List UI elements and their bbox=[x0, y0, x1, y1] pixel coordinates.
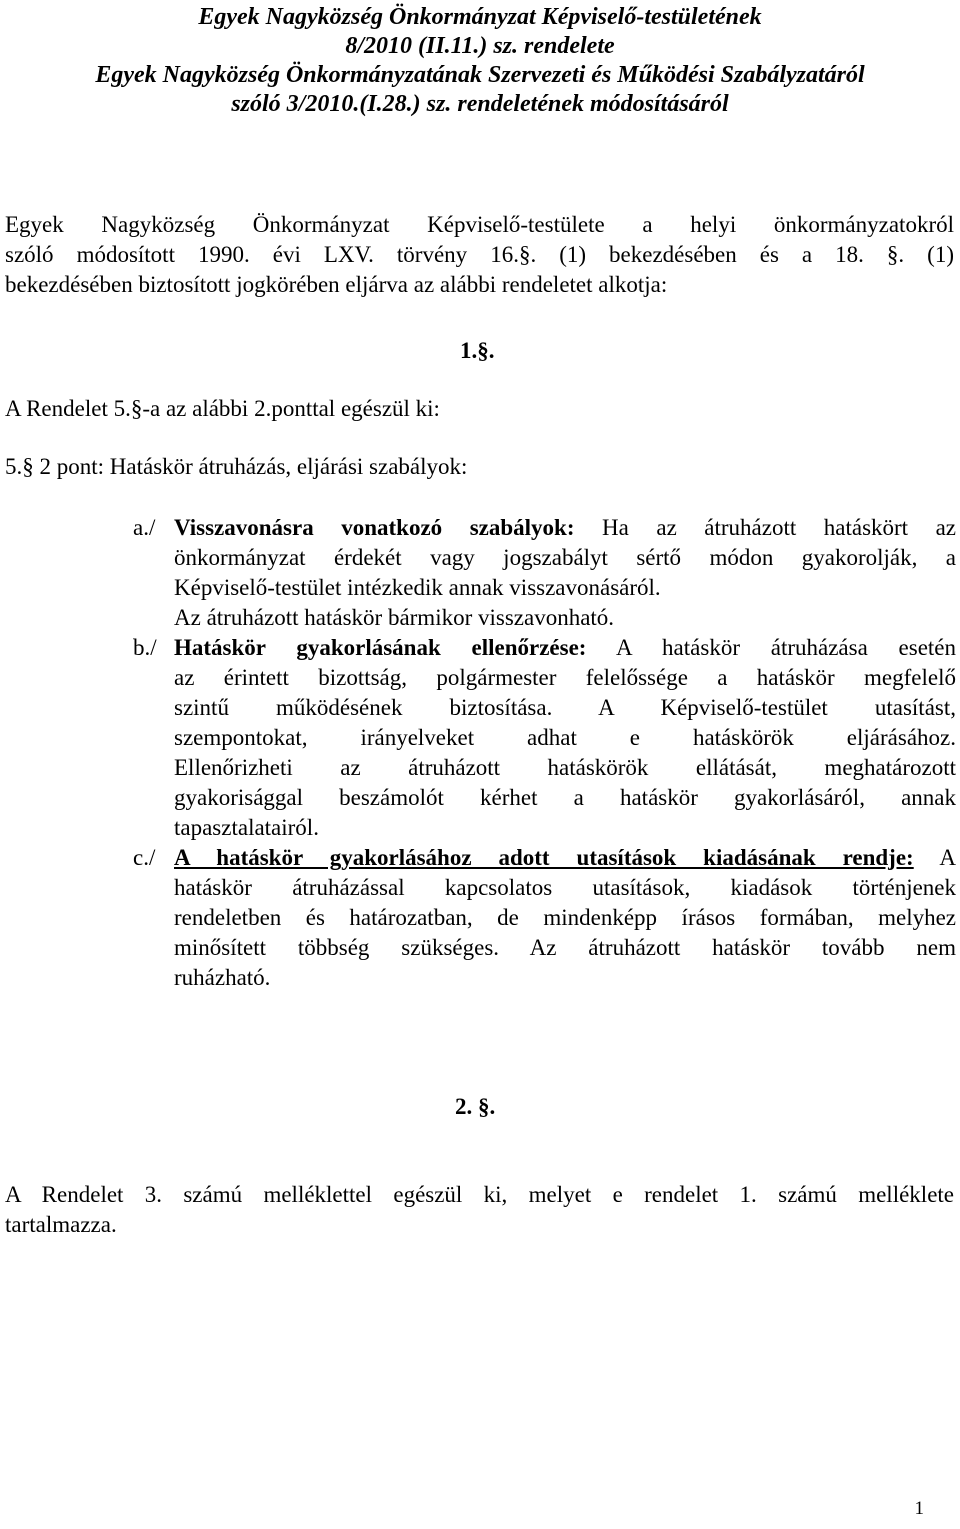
rule-item-c bbox=[133, 843, 956, 993]
title-line-2: 8/2010 (II.11.) sz. rendelete bbox=[345, 33, 615, 59]
rule-text-line: Az átruházott hatáskör bármikor visszavonható. bbox=[174, 605, 615, 630]
rule-text-line: Hatáskör gyakorlásának ellenőrzése: A hatáskör átruházása esetén bbox=[174, 635, 956, 660]
rule-text-line: tapasztalatairól. bbox=[174, 815, 319, 840]
rule-text-line: A hatáskör gyakorlásához adott utasítások kiadásának rendje: A bbox=[174, 845, 956, 870]
title-line-3: Egyek Nagyközség Önkormányzatának Szervezeti és Működési Szabályzatáról bbox=[95, 62, 865, 88]
rule-title: A hatáskör gyakorlásához adott utasítások kiadásának rendje: bbox=[174, 845, 914, 870]
rule-text-line: ruházható. bbox=[174, 965, 271, 990]
rule-marker: b./ bbox=[133, 635, 157, 660]
preamble-paragraph bbox=[5, 210, 954, 300]
rule-text-line: gyakorisággal beszámolót kérhet a hatáskör gyakorlásáról, annak bbox=[174, 785, 956, 810]
section-1-heading: 1.§. bbox=[460, 338, 495, 363]
preamble-line-2: szóló módosított 1990. évi LXV. törvény 16.§. (1) bekezdésében és a 18. §. (1) bbox=[5, 242, 954, 267]
page-number: 1 bbox=[914, 1498, 924, 1519]
rule-text-line: Ellenőrizheti az átruházott hatáskörök ellátását, meghatározott bbox=[174, 755, 956, 780]
rule-item-b bbox=[133, 633, 956, 843]
rule-text-line: Visszavonásra vonatkozó szabályok: Ha az átruházott hatáskört az bbox=[174, 515, 957, 540]
rule-text-line: minősített többség szükséges. Az átruházott hatáskör tovább nem bbox=[174, 935, 956, 960]
rule-text-line: hatáskör átruházással kapcsolatos utasítások, kiadások történjenek bbox=[174, 875, 956, 900]
section-1-intro: A Rendelet 5.§-a az alábbi 2.ponttal egészül ki: bbox=[5, 396, 440, 421]
rule-text-line: Képviselő-testület intézkedik annak visszavonásáról. bbox=[174, 575, 661, 600]
preamble-line-3: bekezdésében biztosított jogkörében eljárva az alábbi rendeletet alkotja: bbox=[5, 272, 668, 297]
rule-text-line: önkormányzat érdekét vagy jogszabályt sértő módon gyakorolják, a bbox=[174, 545, 956, 570]
rule-text-line: szintű működésének biztosítása. A Képviselő-testület utasítást, bbox=[174, 695, 956, 720]
section-2-heading: 2. §. bbox=[455, 1094, 496, 1119]
rule-title: Visszavonásra vonatkozó szabályok: bbox=[174, 515, 575, 540]
rule-title: Hatáskör gyakorlásának ellenőrzése: bbox=[174, 635, 587, 660]
rule-text-line: az érintett bizottság, polgármester felelőssége a hatáskör megfelelő bbox=[174, 665, 956, 690]
title-line-1: Egyek Nagyközség Önkormányzat Képviselő-testületének bbox=[198, 4, 762, 30]
rule-item-a bbox=[133, 513, 956, 633]
rule-list bbox=[133, 513, 956, 993]
rule-marker: c./ bbox=[133, 845, 156, 870]
section-2-line-2: tartalmazza. bbox=[5, 1212, 117, 1237]
section-1-subheading: 5.§ 2 pont: Hatáskör átruházás, eljárási szabályok: bbox=[5, 454, 468, 479]
document-title bbox=[0, 3, 960, 119]
section-2-paragraph bbox=[5, 1180, 954, 1240]
rule-text-line: szempontokat, irányelveket adhat e hatáskörök eljárásához. bbox=[174, 725, 956, 750]
section-2-line-1: A Rendelet 3. számú melléklettel egészül ki, melyet e rendelet 1. számú melléklete bbox=[5, 1182, 954, 1207]
rule-marker: a./ bbox=[133, 515, 156, 540]
rule-text-line: rendeletben és határozatban, de mindenképp írásos formában, melyhez bbox=[174, 905, 956, 930]
preamble-line-1: Egyek Nagyközség Önkormányzat Képviselő-testülete a helyi önkormányzatokról bbox=[5, 212, 954, 237]
title-line-4: szóló 3/2010.(I.28.) sz. rendeletének módosításáról bbox=[231, 91, 729, 117]
